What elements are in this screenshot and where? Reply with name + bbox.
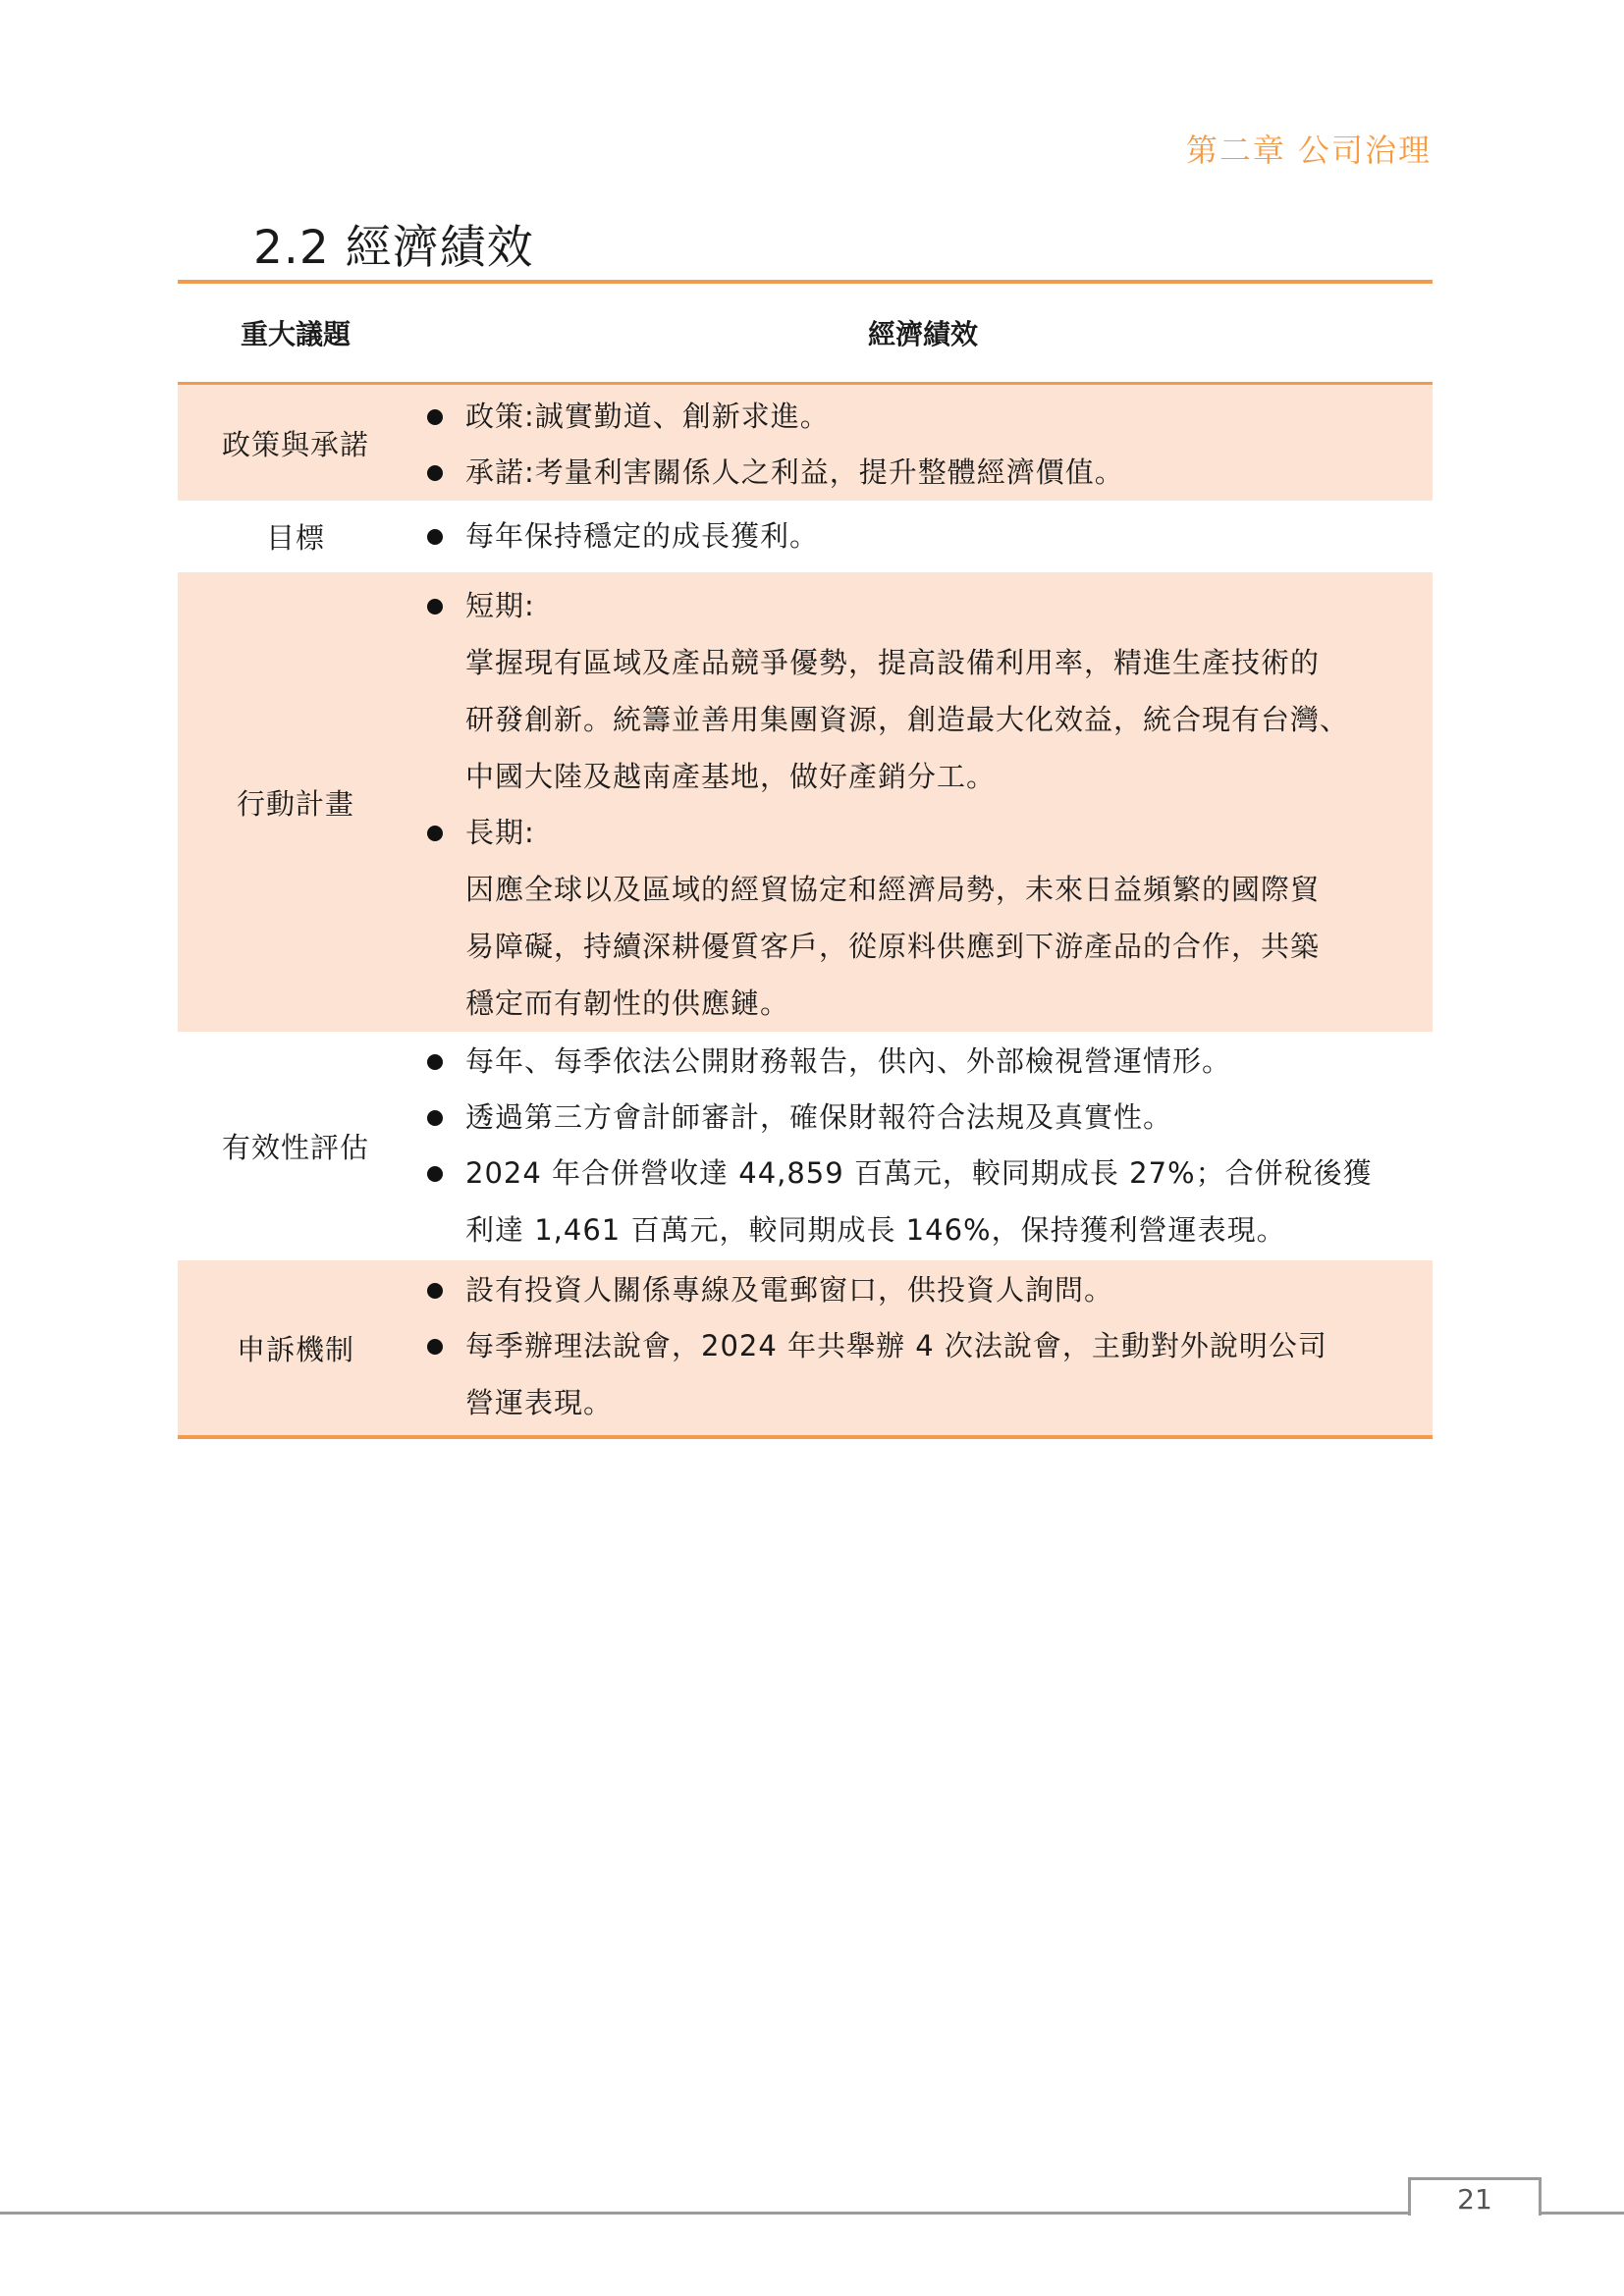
table-body bbox=[178, 385, 1433, 1435]
table-row bbox=[178, 501, 1433, 572]
bullet-continuation: 研發創新。統籌並善用集團資源，創造最大化效益，統合現有台灣、 bbox=[465, 703, 1350, 736]
bullet-text: 透過第三方會計師審計，確保財報符合法規及真實性。 bbox=[465, 1100, 1173, 1134]
bullet-dot-icon bbox=[427, 1110, 443, 1126]
footer-rule bbox=[0, 2212, 1624, 2215]
topic-cell: 申訴機制 bbox=[236, 1332, 354, 1366]
topic-cell: 有效性評估 bbox=[221, 1131, 369, 1164]
bullet-dot-icon bbox=[427, 529, 443, 545]
topic-cell: 目標 bbox=[265, 521, 325, 555]
bullet-item bbox=[178, 445, 1419, 501]
table-row bbox=[178, 572, 1433, 1032]
bullet-dot-icon bbox=[427, 1166, 443, 1182]
bullet-item bbox=[178, 508, 1419, 564]
bullet-text: 承諾:考量利害關係人之利益，提升整體經濟價值。 bbox=[465, 455, 1124, 489]
col2-header: 經濟績效 bbox=[867, 318, 978, 350]
bullet-item bbox=[178, 1146, 1419, 1201]
performance-cell bbox=[413, 385, 1433, 501]
bullet-continuation: 因應全球以及區域的經貿協定和經濟局勢，未來日益頻繁的國際貿 bbox=[465, 873, 1321, 906]
bullet-continuation: 穩定而有韌性的供應鏈。 bbox=[465, 987, 790, 1020]
bullet-text: 短期: bbox=[465, 589, 535, 622]
bullet-item bbox=[178, 578, 1419, 634]
bullet-dot-icon bbox=[427, 409, 443, 425]
bullet-continuation: 易障礙，持續深耕優質客戶，從原料供應到下游產品的合作，共築 bbox=[465, 930, 1321, 963]
bullet-item bbox=[178, 389, 1419, 445]
performance-cell bbox=[413, 572, 1433, 1032]
bullet-continuation: 中國大陸及越南產基地，做好產銷分工。 bbox=[465, 760, 997, 793]
table-row bbox=[178, 1260, 1433, 1435]
bullet-dot-icon bbox=[427, 1339, 443, 1355]
page-number: 21 bbox=[1457, 2183, 1492, 2216]
bullet-dot-icon bbox=[427, 465, 443, 481]
table-bottom-rule bbox=[178, 1435, 1433, 1439]
topic-cell: 政策與承諾 bbox=[221, 427, 369, 461]
bullet-text: 設有投資人關係專線及電郵窗口，供投資人詢問。 bbox=[465, 1273, 1114, 1307]
bullet-dot-icon bbox=[427, 599, 443, 614]
bullet-item bbox=[178, 805, 1419, 861]
performance-cell bbox=[413, 1260, 1433, 1435]
bullet-continuation: 營運表現。 bbox=[465, 1386, 614, 1419]
bullet-text: 2024 年合併營收達 44,859 百萬元，較同期成長 27%；合併稅後獲 bbox=[465, 1156, 1373, 1190]
table-row bbox=[178, 1032, 1433, 1260]
economic-performance-table bbox=[178, 280, 1433, 1439]
bullet-text: 每年、每季依法公開財務報告，供內、外部檢視營運情形。 bbox=[465, 1044, 1232, 1078]
bullet-item bbox=[178, 1034, 1419, 1090]
bullet-continuation: 掌握現有區域及產品競爭優勢，提高設備利用率，精進生產技術的 bbox=[465, 646, 1321, 679]
bullet-item bbox=[178, 1318, 1419, 1374]
table-header-row bbox=[178, 284, 1433, 385]
bullet-item bbox=[178, 1262, 1419, 1318]
performance-cell bbox=[413, 501, 1433, 572]
bullet-text: 每年保持穩定的成長獲利。 bbox=[465, 519, 820, 553]
bullet-dot-icon bbox=[427, 1054, 443, 1070]
chapter-header: 第二章 公司治理 bbox=[1185, 132, 1432, 169]
table-row bbox=[178, 385, 1433, 501]
bullet-item bbox=[178, 1090, 1419, 1146]
bullet-text: 長期: bbox=[465, 816, 535, 849]
col1-header: 重大議題 bbox=[240, 318, 351, 350]
bullet-dot-icon bbox=[427, 1283, 443, 1299]
section-title: 2.2 經濟績效 bbox=[253, 221, 534, 275]
bullet-text: 政策:誠實勤道、創新求進。 bbox=[465, 400, 830, 433]
bullet-continuation: 利達 1,461 百萬元，較同期成長 146%，保持獲利營運表現。 bbox=[465, 1213, 1286, 1247]
topic-cell: 行動計畫 bbox=[236, 786, 354, 821]
bullet-text: 每季辦理法說會，2024 年共舉辦 4 次法說會，主動對外說明公司 bbox=[465, 1329, 1327, 1362]
bullet-dot-icon bbox=[427, 826, 443, 841]
performance-cell bbox=[413, 1032, 1433, 1260]
